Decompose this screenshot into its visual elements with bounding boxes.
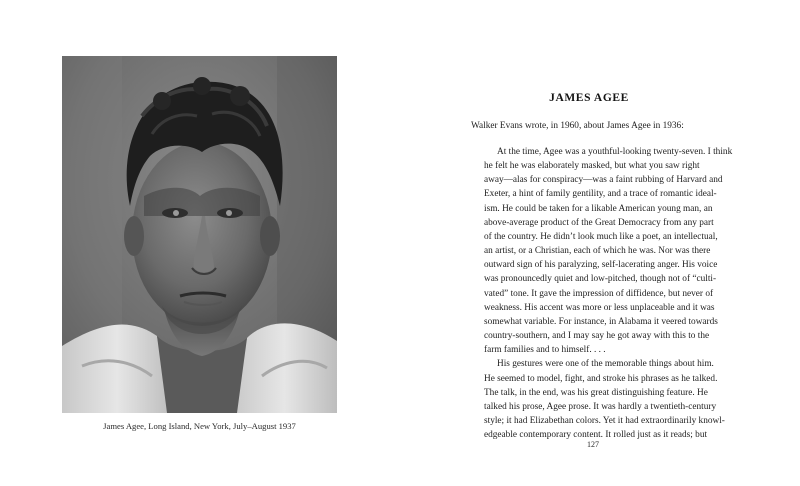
quote-line: At the time, Agee was a youthful-looking twenty-seven. I think xyxy=(497,147,733,157)
quote-line: was pronouncedly quiet and low-pitched, though not of “culti- xyxy=(484,274,717,285)
quote-line: of the country. He didn’t look much like a poet, an intellectual, xyxy=(484,231,718,242)
photo-caption: James Agee, Long Island, New York, July–August 1937 xyxy=(103,421,296,431)
page-number: 127 xyxy=(587,440,599,449)
quote-line: above-average product of the Great Democracy from any part xyxy=(484,217,714,228)
quote-line: He seemed to model, fight, and stroke his phrases as he talked. xyxy=(484,373,718,384)
quote-line: edgeable contemporary content. It rolled just as it reads; but xyxy=(484,430,708,441)
portrait-illustration xyxy=(62,56,337,413)
quote-line: His gestures were one of the memorable things about him. xyxy=(497,359,714,370)
quote-line: country-southern, and I may say he got away with this to the xyxy=(484,331,710,342)
quote-line: weakness. His accent was more or less unplaceable and it was xyxy=(484,302,715,313)
quote-line: ism. He could be taken for a likable American young man, an xyxy=(484,203,713,214)
quote-line: Exeter, a hint of family gentility, and a trace of romantic ideal- xyxy=(484,189,717,200)
quote-line: an artist, or a Christian, each of which he was. Nor was there xyxy=(484,246,711,257)
chapter-heading: JAMES AGEE xyxy=(549,92,629,104)
quote-line: vated” tone. It gave the impression of diffidence, but never of xyxy=(484,288,714,299)
quote-line: style; it had Elizabethan colors. Yet it had extraordinarily knowl- xyxy=(484,415,725,426)
quote-line: outward sign of his paralyzing, self-lacerating anger. His voice xyxy=(484,260,718,271)
intro-line: Walker Evans wrote, in 1960, about James Agee in 1936: xyxy=(471,121,684,131)
quote-line: The talk, in the end, was his great distinguishing feature. He xyxy=(484,387,708,398)
quote-line: talked his prose, Agee prose. It was hardly a twentieth-century xyxy=(484,401,717,412)
block-quote xyxy=(484,145,744,442)
portrait-photo xyxy=(62,56,337,413)
quote-line: he felt he was elaborately masked, but what you saw right xyxy=(484,161,700,172)
quote-line: away—alas for conspiracy—was a faint rubbing of Harvard and xyxy=(484,175,723,186)
quote-line: somewhat variable. For instance, in Alabama it veered towards xyxy=(484,316,718,327)
quote-line: farm families and to himself. . . . xyxy=(484,345,606,356)
